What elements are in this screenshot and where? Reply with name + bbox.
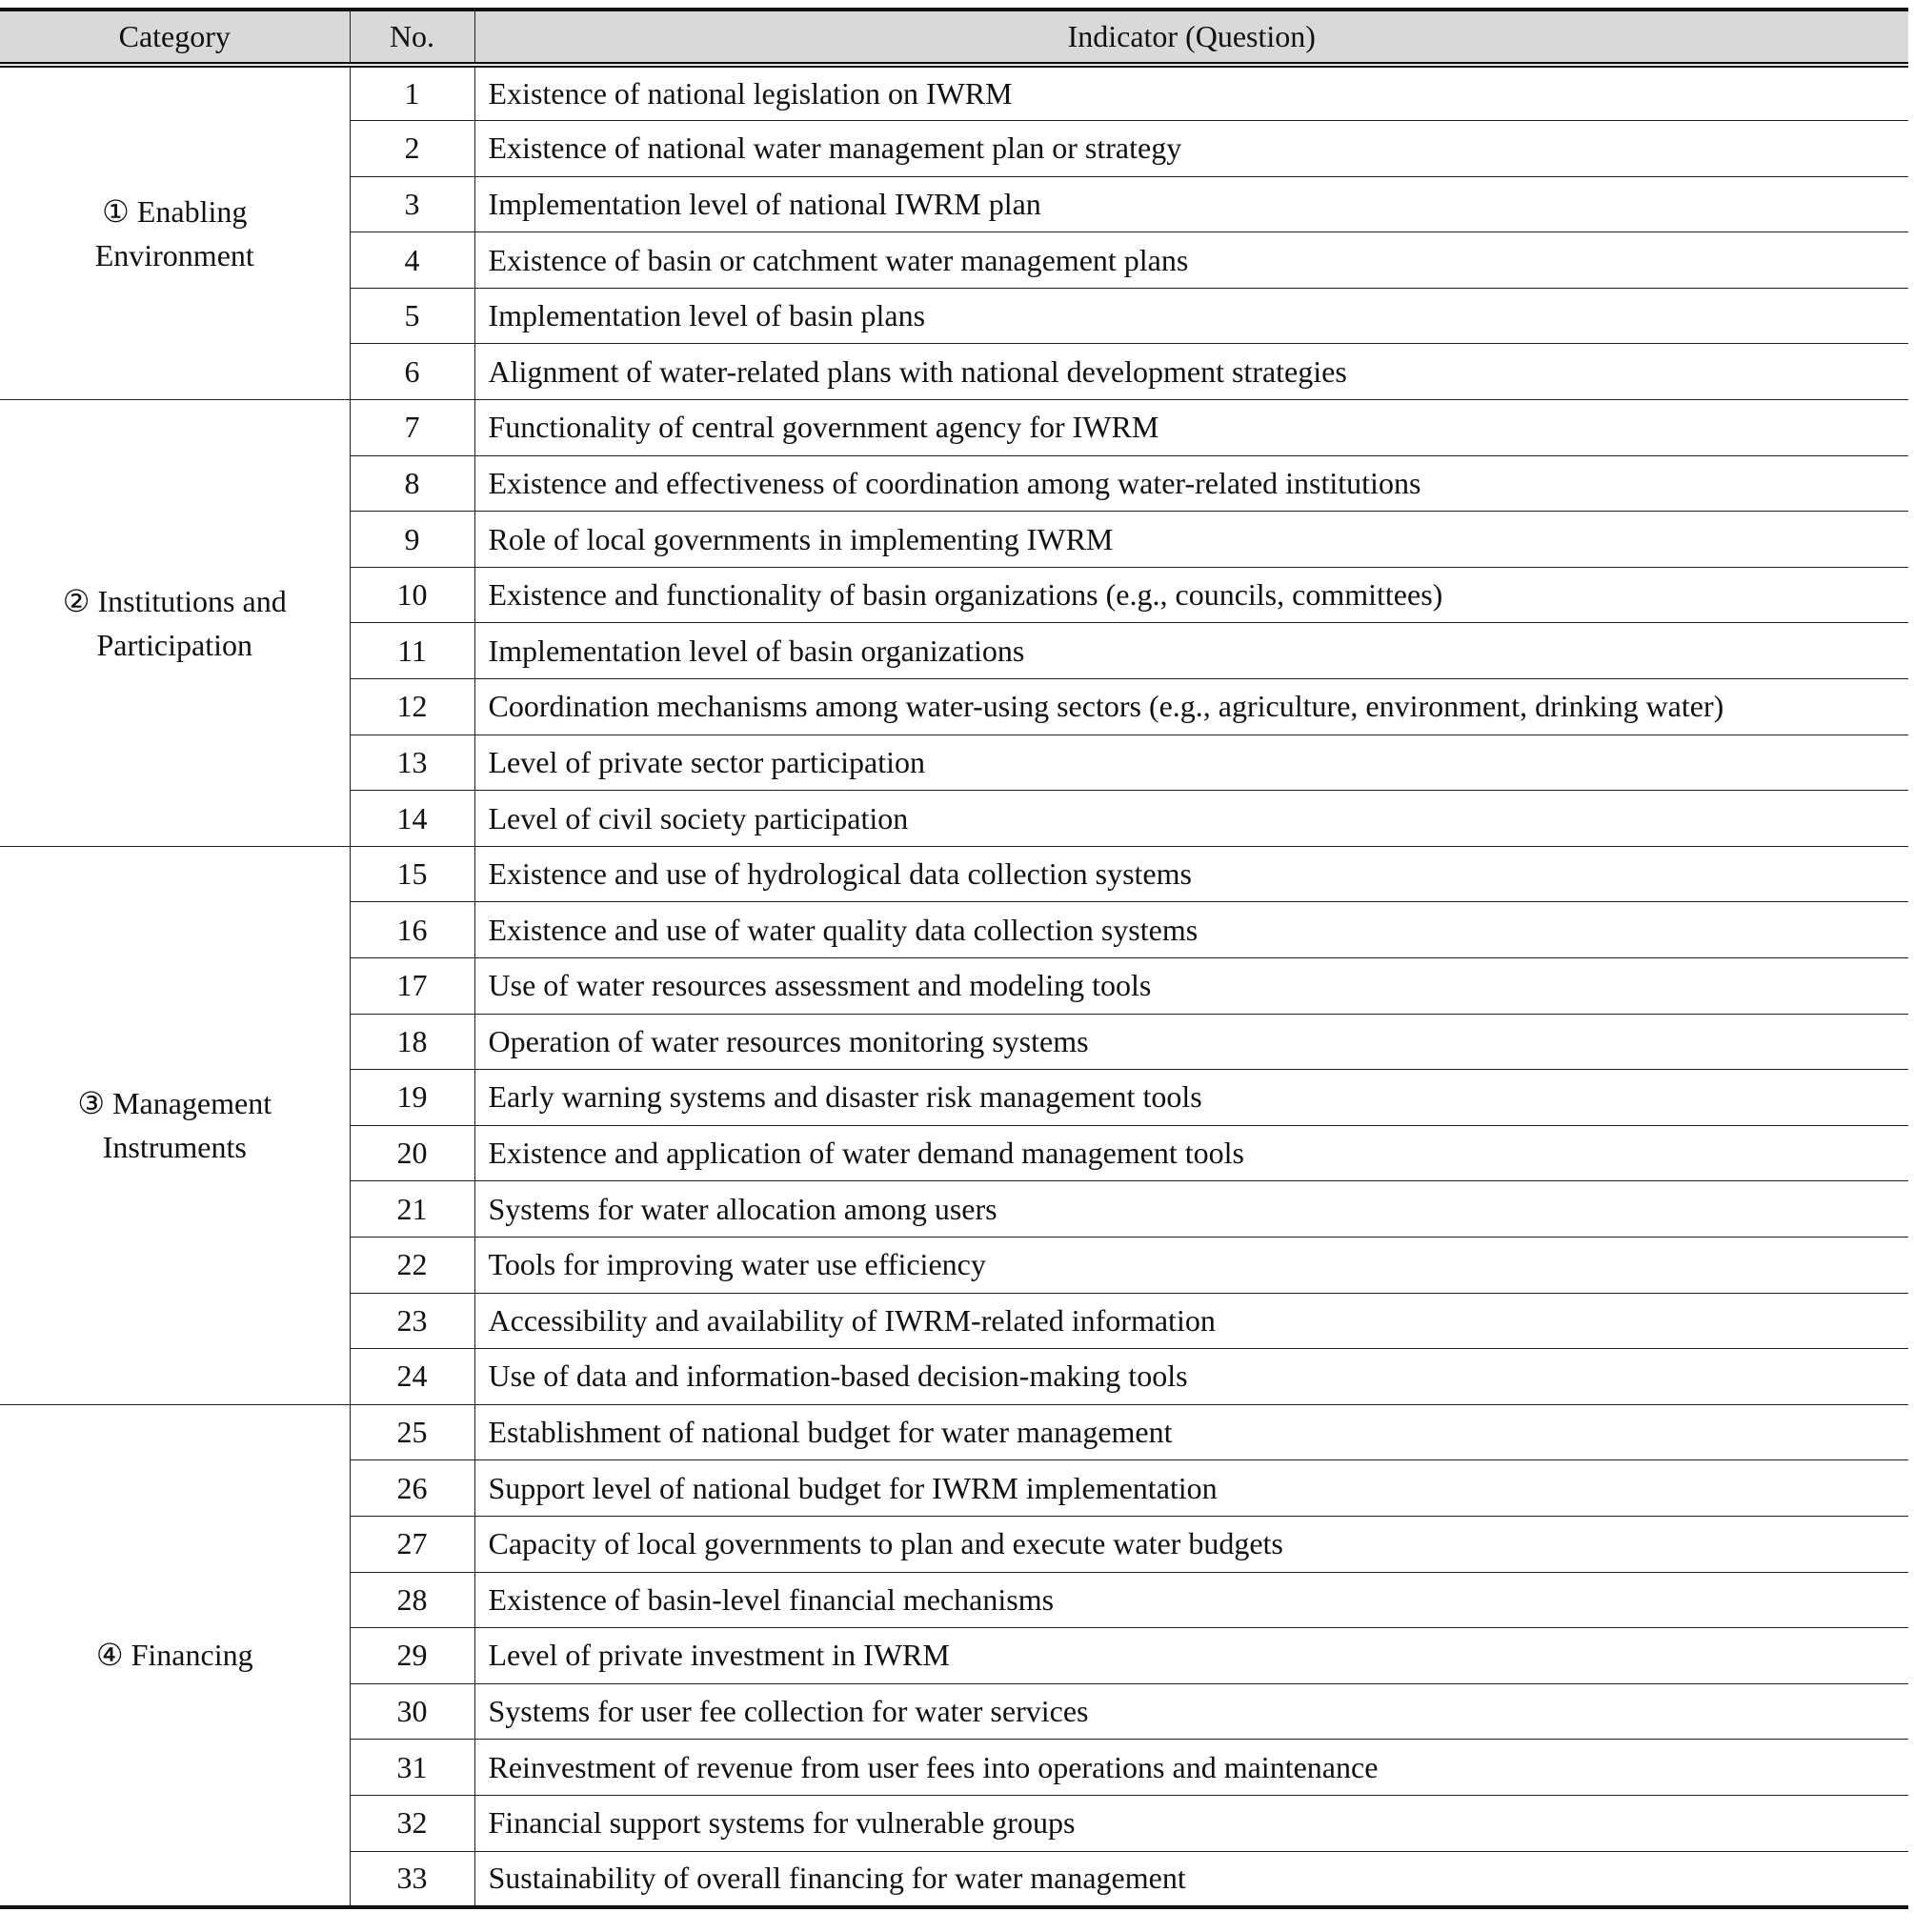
- indicator-question: Support level of national budget for IWRM implementation: [474, 1460, 1908, 1517]
- indicator-question: Capacity of local governments to plan and execute water budgets: [474, 1516, 1908, 1572]
- indicator-question: Financial support systems for vulnerable groups: [474, 1795, 1908, 1851]
- indicator-number: 19: [350, 1070, 474, 1126]
- indicator-question: Sustainability of overall financing for water management: [474, 1851, 1908, 1907]
- category-cell: [0, 1404, 350, 1906]
- indicator-number: 21: [350, 1181, 474, 1238]
- indicator-question: Implementation level of national IWRM plan: [474, 176, 1908, 232]
- category-cell: [0, 846, 350, 1404]
- indicator-number: 30: [350, 1683, 474, 1740]
- indicator-number: 11: [350, 623, 474, 679]
- indicator-number: 25: [350, 1404, 474, 1460]
- indicator-question: Existence of national legislation on IWRM: [474, 65, 1908, 121]
- indicator-number: 17: [350, 958, 474, 1015]
- indicator-number: 12: [350, 679, 474, 735]
- indicator-question: Level of private investment in IWRM: [474, 1628, 1908, 1684]
- indicator-number: 32: [350, 1795, 474, 1851]
- category-label-line2: Participation: [96, 627, 252, 662]
- indicator-question: Implementation level of basin organizations: [474, 623, 1908, 679]
- indicator-question: Alignment of water-related plans with national development strategies: [474, 344, 1908, 400]
- indicator-question: Existence and functionality of basin organizations (e.g., councils, committees): [474, 567, 1908, 623]
- indicator-question: Early warning systems and disaster risk management tools: [474, 1070, 1908, 1126]
- indicator-question: Level of private sector participation: [474, 735, 1908, 791]
- indicator-question: Existence and effectiveness of coordination among water-related institutions: [474, 455, 1908, 512]
- indicator-number: 13: [350, 735, 474, 791]
- table-header: [0, 10, 1908, 65]
- indicator-question: Systems for user fee collection for water services: [474, 1683, 1908, 1740]
- header-number: No.: [350, 10, 474, 65]
- indicator-number: 8: [350, 455, 474, 512]
- indicator-question: Existence and use of hydrological data collection systems: [474, 846, 1908, 902]
- table-row: [0, 1404, 1908, 1460]
- indicator-number: 24: [350, 1349, 474, 1405]
- table-body: [0, 65, 1908, 1907]
- indicator-number: 16: [350, 902, 474, 958]
- indicator-question: Systems for water allocation among users: [474, 1181, 1908, 1238]
- indicator-number: 28: [350, 1572, 474, 1628]
- indicator-question: Accessibility and availability of IWRM-related information: [474, 1293, 1908, 1349]
- indicator-number: 9: [350, 512, 474, 568]
- category-label-line2: Instruments: [102, 1130, 247, 1165]
- indicator-number: 5: [350, 288, 474, 344]
- indicator-question: Existence of national water management plan or strategy: [474, 121, 1908, 177]
- indicator-number: 4: [350, 232, 474, 289]
- category-label-line1: ③ Management: [77, 1086, 272, 1121]
- header-indicator: Indicator (Question): [474, 10, 1908, 65]
- indicator-question: Implementation level of basin plans: [474, 288, 1908, 344]
- category-label-line1: ② Institutions and: [62, 583, 287, 618]
- indicator-number: 22: [350, 1237, 474, 1293]
- indicator-number: 10: [350, 567, 474, 623]
- indicator-number: 31: [350, 1740, 474, 1796]
- indicator-number: 18: [350, 1014, 474, 1070]
- table-row: [0, 65, 1908, 121]
- indicator-question: Role of local governments in implementing IWRM: [474, 512, 1908, 568]
- indicator-number: 6: [350, 344, 474, 400]
- indicator-question: Functionality of central government agency for IWRM: [474, 400, 1908, 456]
- indicator-number: 14: [350, 791, 474, 847]
- indicator-question: Reinvestment of revenue from user fees into operations and maintenance: [474, 1740, 1908, 1796]
- indicator-number: 7: [350, 400, 474, 456]
- header-category: Category: [0, 10, 350, 65]
- indicator-number: 26: [350, 1460, 474, 1517]
- category-label-line1: ① Enabling: [102, 194, 248, 230]
- header-row: [0, 10, 1908, 65]
- table-row: [0, 400, 1908, 456]
- category-cell: [0, 65, 350, 400]
- indicator-number: 29: [350, 1628, 474, 1684]
- indicator-number: 23: [350, 1293, 474, 1349]
- indicator-number: 27: [350, 1516, 474, 1572]
- indicator-question: Existence and use of water quality data collection systems: [474, 902, 1908, 958]
- indicator-question: Operation of water resources monitoring systems: [474, 1014, 1908, 1070]
- category-cell: [0, 400, 350, 847]
- table-row: [0, 846, 1908, 902]
- indicator-question: Level of civil society participation: [474, 791, 1908, 847]
- category-label-line2: Environment: [94, 238, 254, 273]
- indicator-number: 20: [350, 1125, 474, 1181]
- indicator-question: Establishment of national budget for water management: [474, 1404, 1908, 1460]
- indicator-number: 2: [350, 121, 474, 177]
- category-label-line1: ④ Financing: [95, 1638, 253, 1673]
- indicator-number: 33: [350, 1851, 474, 1907]
- indicator-question: Use of data and information-based decision-making tools: [474, 1349, 1908, 1405]
- indicator-question: Existence and application of water demand management tools: [474, 1125, 1908, 1181]
- indicator-number: 1: [350, 65, 474, 121]
- indicator-question: Tools for improving water use efficiency: [474, 1237, 1908, 1293]
- indicator-question: Use of water resources assessment and modeling tools: [474, 958, 1908, 1015]
- indicator-number: 3: [350, 176, 474, 232]
- indicator-question: Existence of basin or catchment water management plans: [474, 232, 1908, 289]
- indicator-number: 15: [350, 846, 474, 902]
- indicator-question: Existence of basin-level financial mechanisms: [474, 1572, 1908, 1628]
- indicator-table-container: [0, 8, 1908, 1909]
- indicator-question: Coordination mechanisms among water-using sectors (e.g., agriculture, environment, drinking water): [474, 679, 1908, 735]
- iwrm-indicator-table: [0, 8, 1908, 1909]
